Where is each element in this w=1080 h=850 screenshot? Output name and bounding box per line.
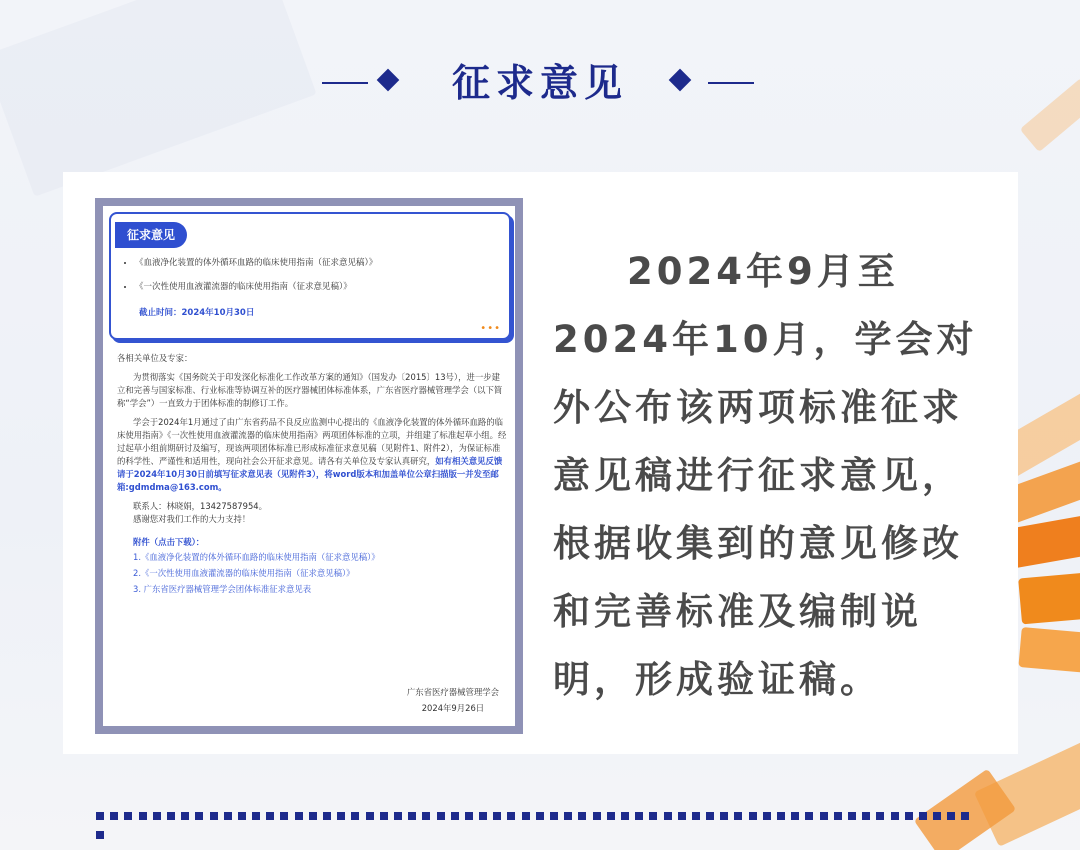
divider-dot (706, 812, 714, 820)
signature-block (407, 684, 499, 716)
divider-dot (876, 812, 884, 820)
divider-dot (933, 812, 941, 820)
divider-dot (380, 812, 388, 820)
divider-dot (564, 812, 572, 820)
letter-paragraph: 为贯彻落实《国务院关于印发深化标准化工作改革方案的通知》（国发办〔2015〕13号），进一步建立和完善与国家标准、行业标准等协调互补的医疗器械团体标准体系，广东省医疗器械管理学会（以下简称“学会”）一直致力于团体标准的制修订工作。 (117, 372, 503, 408)
divider-dot (678, 812, 686, 820)
paragraph-text: 学会于2024年1月通过了由广东省药品不良反应监测中心提出的《血液净化装置的体外循环血路的临床使用指南》《一次性使用血液灌流器的临床使用指南》两项团体标准的立项，并组建了标准起草小组。经过起草小组前期研讨及编写，现该两项团体标准已形成标准征求意见稿（见附件1、附件2），为保证标准的科学性、严谨性和适用性，现向社会公开征求意见。请各有关单位及专家认真研究， (117, 417, 507, 466)
divider-dot (323, 812, 331, 820)
divider-dot (96, 831, 104, 839)
page-title: 征求意见 (451, 61, 628, 105)
salutation: 各相关单位及专家： (117, 353, 193, 363)
divider-dot (820, 812, 828, 820)
divider-dot (309, 812, 317, 820)
diamond-icon (377, 69, 400, 92)
notice-list (121, 256, 377, 304)
divider-dot (749, 812, 757, 820)
divider-dot (437, 812, 445, 820)
divider-dot (635, 812, 643, 820)
signer: 广东省医疗器械管理学会 (406, 687, 499, 697)
divider-dot (224, 812, 232, 820)
divider-dot (664, 812, 672, 820)
divider-dot (621, 812, 629, 820)
divider-dot (153, 812, 161, 820)
divider-dot (848, 812, 856, 820)
header-line-left (322, 82, 368, 84)
divider-dot (734, 812, 742, 820)
attachment-link[interactable]: 3. 广东省医疗器械管理学会团体标准征求意见表 (133, 584, 312, 594)
feedback-instructions: 如有相关意见反馈请于2024年10月30日前填写征求意见表（见附件3），将word版本和加盖单位公章扫描版一并发至邮箱:gdmdma@163.com。 (117, 456, 503, 492)
divider-dot (692, 812, 700, 820)
notice-tag: 征求意见 (115, 222, 187, 248)
attachment-link[interactable]: 1.《血液净化装置的体外循环血路的临床使用指南（征求意见稿）》 (133, 552, 380, 562)
contact-line: 联系人：林晓娟，13427587954。 (133, 501, 267, 511)
notice-item[interactable]: • 《血液净化装置的体外循环血路的临床使用指南（征求意见稿）》 (135, 256, 377, 268)
divider-dot (366, 812, 374, 820)
divider-dot (266, 812, 274, 820)
divider-dot (167, 812, 175, 820)
divider-dot (238, 812, 246, 820)
divider-dot (337, 812, 345, 820)
divider-dot (891, 812, 899, 820)
divider-dot (862, 812, 870, 820)
divider-dot (507, 812, 515, 820)
divider-dot (479, 812, 487, 820)
letter-paragraph (117, 416, 507, 494)
divider-dot (607, 812, 615, 820)
letter-body (117, 352, 507, 599)
divider-dot (465, 812, 473, 820)
divider-dot (96, 812, 104, 820)
bottom-dotted-divider (96, 805, 988, 814)
divider-dot (252, 812, 260, 820)
divider-dot (280, 812, 288, 820)
divider-dot (593, 812, 601, 820)
divider-dot (649, 812, 657, 820)
divider-dot (763, 812, 771, 820)
divider-dot (961, 812, 969, 820)
divider-dot (422, 812, 430, 820)
divider-dot (777, 812, 785, 820)
divider-dot (805, 812, 813, 820)
divider-dot (139, 812, 147, 820)
divider-dot (394, 812, 402, 820)
diamond-icon (669, 69, 692, 92)
sign-date: 2024年9月26日 (421, 703, 485, 713)
divider-dot (905, 812, 913, 820)
divider-dot (578, 812, 586, 820)
divider-dot (451, 812, 459, 820)
divider-dot (834, 812, 842, 820)
divider-dot (919, 812, 927, 820)
attachments-title: 附件（点击下载）： (133, 537, 205, 547)
divider-dot (536, 812, 544, 820)
notice-item[interactable]: • 《一次性使用血液灌流器的临床使用指南（征求意见稿）》 (135, 280, 377, 292)
divider-dot (124, 812, 132, 820)
header-line-right (708, 82, 754, 84)
divider-dot (408, 812, 416, 820)
divider-dot (351, 812, 359, 820)
description-text: 2024年9月至2024年10月，学会对外公布该两项标准征求意见稿进行征求意见，根据收集到的意见修改和完善标准及编制说明，形成验证稿。 (553, 250, 978, 701)
divider-dot (295, 812, 303, 820)
deadline-text: 截止时间：2024年10月30日 (139, 308, 255, 318)
divider-dot (720, 812, 728, 820)
divider-dot (181, 812, 189, 820)
divider-dot (947, 812, 955, 820)
divider-dot (210, 812, 218, 820)
divider-dot (195, 812, 203, 820)
divider-dot (522, 812, 530, 820)
notice-card (109, 212, 511, 340)
notice-screenshot (95, 198, 523, 734)
divider-dot (110, 812, 118, 820)
section-header (0, 58, 1080, 108)
attachment-link[interactable]: 2.《一次性使用血液灌流器的临床使用指南（征求意见稿）》 (133, 568, 355, 578)
divider-dot (550, 812, 558, 820)
divider-dot (791, 812, 799, 820)
more-dots-icon: ••• (480, 323, 501, 334)
notice-page (103, 206, 515, 726)
divider-dot (493, 812, 501, 820)
thanks-line: 感谢您对我们工作的大力支持！ (133, 514, 251, 524)
